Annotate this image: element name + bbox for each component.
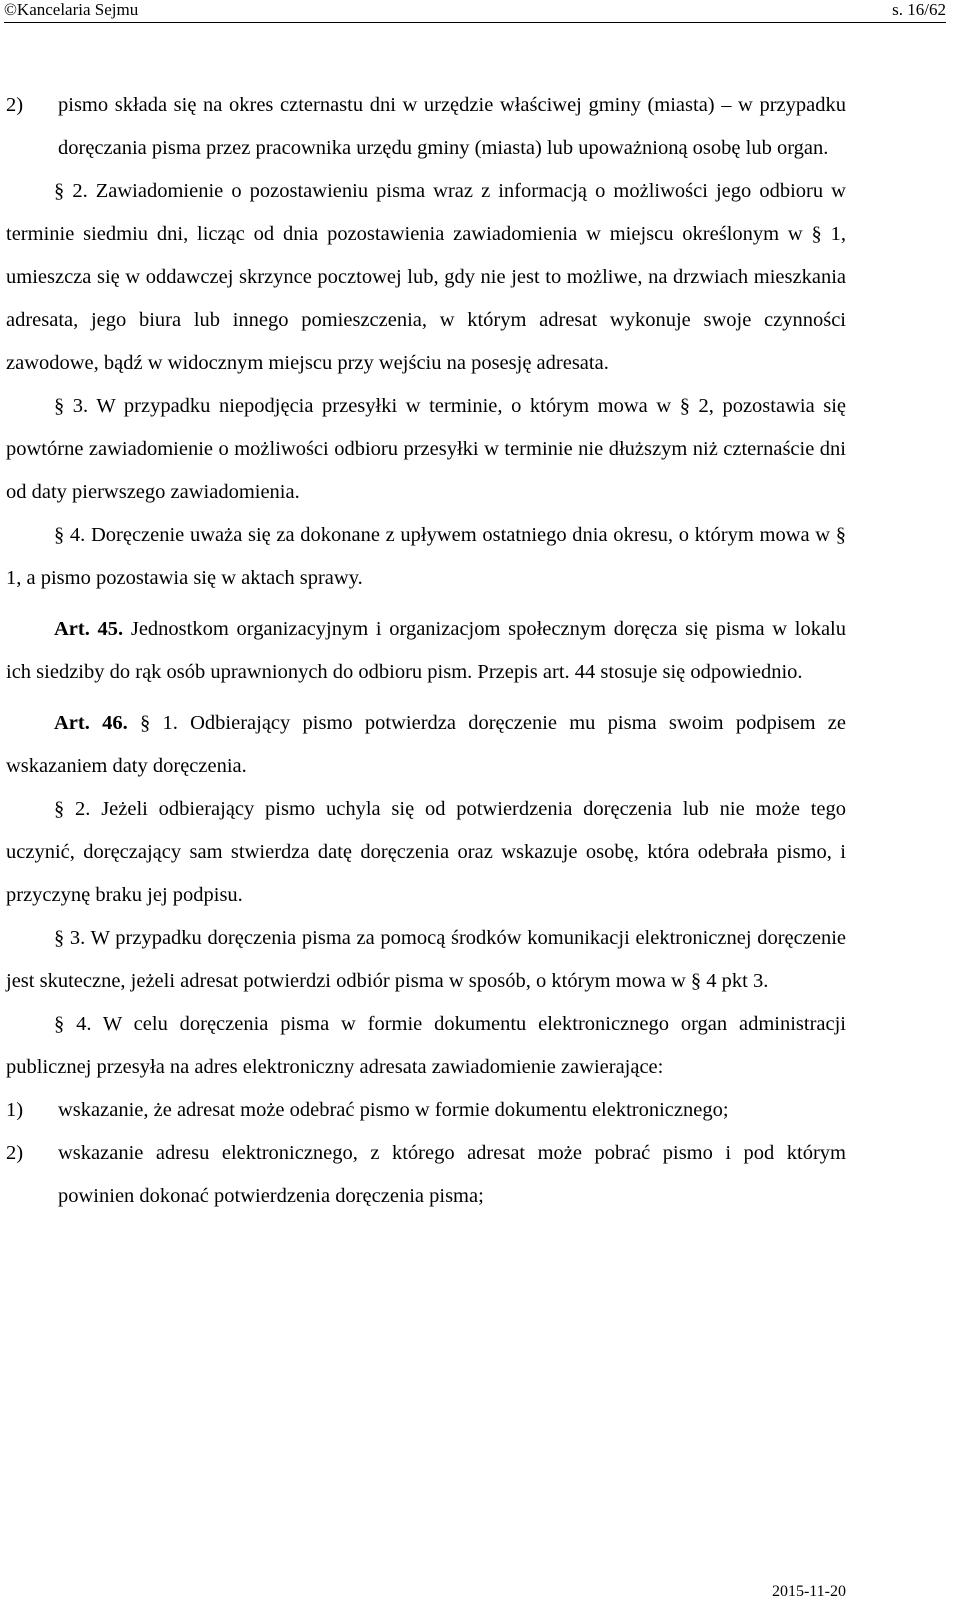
list-item — [6, 1132, 846, 1218]
paragraph-3: § 3. W przypadku niepodjęcia przesyłki w terminie, o którym mowa w § 2, pozostawia się powtórne zawiadomienie o możliwości odbioru przesyłki w terminie nie dłuższym niż czternaście dni od daty pierwszego zawiadomienia. — [6, 395, 846, 503]
list-item-number: 2) — [6, 1142, 24, 1164]
paragraph-4: § 4. Doręczenie uważa się za dokonane z upływem ostatniego dnia okresu, o którym mowa w § 1, a pismo pozostawia się w aktach sprawy. — [6, 524, 846, 589]
article-46-par-2: § 2. Jeżeli odbierający pismo uchyla się od potwierdzenia doręczenia lub nie może tego uczynić, doręczający sam stwierdza datę doręczenia oraz wskazuje osobę, która odebrała pismo, i przyczynę braku jej podpisu. — [6, 798, 846, 906]
article-45-text: Jednostkom organizacyjnym i organizacjom społecznym doręcza się pisma w lokalu ich siedziby do rąk osób uprawnionych do odbioru pism. Przepis art. 44 stosuje się odpowiednio. — [6, 618, 846, 683]
page-header — [4, 0, 946, 23]
article-45-label: Art. 45. — [54, 618, 124, 640]
list-item-number: 2) — [6, 94, 24, 116]
header-copyright: ©Kancelaria Sejmu — [4, 0, 139, 19]
article-46-par-1-text: § 1. Odbierający pismo potwierdza doręczenie mu pisma swoim podpisem ze wskazaniem daty doręczenia. — [6, 712, 846, 777]
article-46-par-3: § 3. W przypadku doręczenia pisma za pomocą środków komunikacji elektronicznej doręczenie jest skuteczne, jeżeli adresat potwierdzi odbiór pisma w sposób, o którym mowa w § 4 pkt 3. — [6, 927, 846, 992]
list-item-text: pismo składa się na okres czternastu dni w urzędzie właściwej gminy (miasta) – w przypadku doręczania pisma przez pracownika urzędu gminy (miasta) lub upoważnioną osobę lub organ. — [58, 94, 846, 159]
list-item-text: wskazanie, że adresat może odebrać pismo w formie dokumentu elektronicznego; — [58, 1099, 729, 1121]
list-item — [6, 1089, 846, 1132]
document-body — [6, 84, 846, 1218]
list-item-number: 1) — [6, 1099, 24, 1121]
list-item-text: wskazanie adresu elektronicznego, z którego adresat może pobrać pismo i pod którym powinien dokonać potwierdzenia doręczenia pisma; — [58, 1142, 846, 1207]
article-46-par-4: § 4. W celu doręczenia pisma w formie dokumentu elektronicznego organ administracji publicznej przesyła na adres elektroniczny adresata zawiadomienie zawierające: — [6, 1013, 846, 1078]
header-page-number: s. 16/62 — [892, 0, 946, 19]
list-item — [6, 84, 846, 170]
article-45 — [6, 608, 846, 694]
article-46-label: Art. 46. — [54, 712, 128, 734]
footer-date: 2015-11-20 — [771, 1583, 846, 1600]
article-46-par-1 — [6, 702, 846, 788]
paragraph-2: § 2. Zawiadomienie o pozostawieniu pisma wraz z informacją o możliwości jego odbioru w terminie siedmiu dni, licząc od dnia pozostawienia zawiadomienia w miejscu określonym w § 1, umieszcza się w oddawczej skrzynce pocztowej lub, gdy nie jest to możliwe, na drzwiach mieszkania adresata, jego biura lub innego pomieszczenia, w którym adresat wykonuje swoje czynności zawodowe, bądź w widocznym miejscu przy wejściu na posesję adresata. — [6, 180, 846, 374]
